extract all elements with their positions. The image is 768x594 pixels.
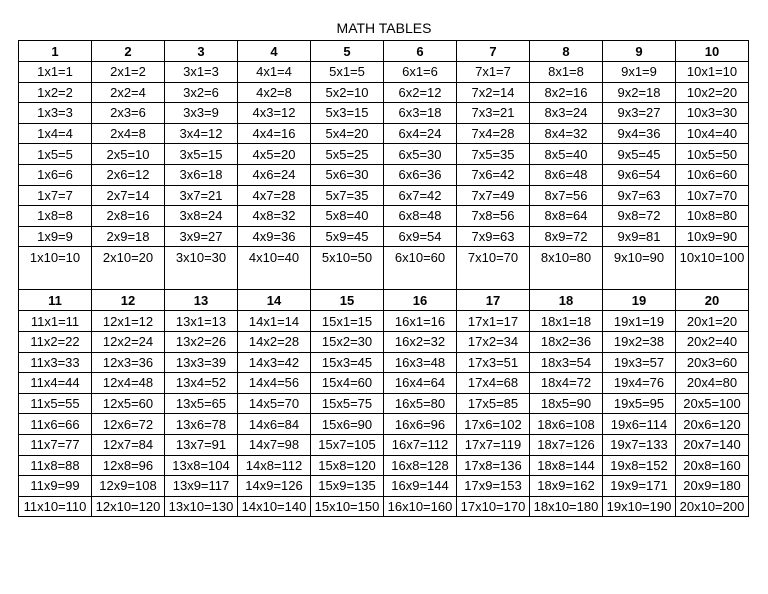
table-cell: 5x2=10 xyxy=(311,82,384,103)
table-row xyxy=(19,393,749,414)
table-cell: 18x2=36 xyxy=(530,331,603,352)
table-cell: 6x6=36 xyxy=(384,164,457,185)
page-title: MATH TABLES xyxy=(336,20,432,36)
table-cell: 19x4=76 xyxy=(603,373,676,394)
table-cell: 5x9=45 xyxy=(311,226,384,247)
table-cell: 6x2=12 xyxy=(384,82,457,103)
column-header: 6 xyxy=(384,41,457,62)
table-cell: 9x10=90 xyxy=(603,247,676,290)
table-cell: 6x5=30 xyxy=(384,144,457,165)
table-cell: 1x2=2 xyxy=(19,82,92,103)
table-cell: 2x7=14 xyxy=(92,185,165,206)
table-cell: 14x6=84 xyxy=(238,414,311,435)
table-cell: 14x3=42 xyxy=(238,352,311,373)
column-header: 16 xyxy=(384,290,457,311)
table-cell: 10x7=70 xyxy=(676,185,749,206)
table-cell: 16x6=96 xyxy=(384,414,457,435)
table-cell: 11x8=88 xyxy=(19,455,92,476)
column-header: 19 xyxy=(603,290,676,311)
table-cell: 13x7=91 xyxy=(165,434,238,455)
table-cell: 19x9=171 xyxy=(603,476,676,497)
table-cell: 8x10=80 xyxy=(530,247,603,290)
table-cell: 10x3=30 xyxy=(676,103,749,124)
table-cell: 18x6=108 xyxy=(530,414,603,435)
table-cell: 16x8=128 xyxy=(384,455,457,476)
table-cell: 8x2=16 xyxy=(530,82,603,103)
table-cell: 6x10=60 xyxy=(384,247,457,290)
table-row xyxy=(19,331,749,352)
table-cell: 12x6=72 xyxy=(92,414,165,435)
column-header: 8 xyxy=(530,41,603,62)
table-cell: 16x9=144 xyxy=(384,476,457,497)
table-cell: 10x5=50 xyxy=(676,144,749,165)
table-cell: 14x2=28 xyxy=(238,331,311,352)
table-cell: 2x9=18 xyxy=(92,226,165,247)
table-cell: 4x6=24 xyxy=(238,164,311,185)
table-cell: 10x10=100 xyxy=(676,247,749,290)
table-cell: 17x8=136 xyxy=(457,455,530,476)
table-cell: 5x1=5 xyxy=(311,62,384,83)
table-cell: 5x3=15 xyxy=(311,103,384,124)
table-cell: 2x4=8 xyxy=(92,123,165,144)
table-cell: 15x7=105 xyxy=(311,434,384,455)
table-cell: 14x7=98 xyxy=(238,434,311,455)
math-tables-grid xyxy=(18,40,749,517)
table-row xyxy=(19,434,749,455)
table-cell: 17x1=17 xyxy=(457,311,530,332)
table-cell: 12x1=12 xyxy=(92,311,165,332)
column-header: 14 xyxy=(238,290,311,311)
table-cell: 16x10=160 xyxy=(384,496,457,517)
header-row xyxy=(19,41,749,62)
table-cell: 20x8=160 xyxy=(676,455,749,476)
table-cell: 8x4=32 xyxy=(530,123,603,144)
column-header: 17 xyxy=(457,290,530,311)
table-row xyxy=(19,496,749,517)
table-cell: 3x10=30 xyxy=(165,247,238,290)
table-cell: 12x7=84 xyxy=(92,434,165,455)
table-cell: 14x5=70 xyxy=(238,393,311,414)
table-cell: 9x6=54 xyxy=(603,164,676,185)
table-cell: 1x6=6 xyxy=(19,164,92,185)
table-row xyxy=(19,82,749,103)
column-header: 5 xyxy=(311,41,384,62)
table-row xyxy=(19,311,749,332)
table-cell: 5x6=30 xyxy=(311,164,384,185)
table-cell: 1x7=7 xyxy=(19,185,92,206)
table-cell: 5x8=40 xyxy=(311,206,384,227)
table-cell: 9x7=63 xyxy=(603,185,676,206)
table-cell: 1x9=9 xyxy=(19,226,92,247)
table-cell: 11x1=11 xyxy=(19,311,92,332)
table-cell: 10x6=60 xyxy=(676,164,749,185)
table-cell: 1x4=4 xyxy=(19,123,92,144)
table-cell: 4x7=28 xyxy=(238,185,311,206)
table-cell: 13x1=13 xyxy=(165,311,238,332)
table-cell: 16x5=80 xyxy=(384,393,457,414)
table-cell: 3x5=15 xyxy=(165,144,238,165)
table-row xyxy=(19,247,749,290)
column-header: 20 xyxy=(676,290,749,311)
header-row xyxy=(19,290,749,311)
table-row xyxy=(19,206,749,227)
table-row xyxy=(19,414,749,435)
table-row xyxy=(19,373,749,394)
table-cell: 20x3=60 xyxy=(676,352,749,373)
table-cell: 15x8=120 xyxy=(311,455,384,476)
table-cell: 18x10=180 xyxy=(530,496,603,517)
table-cell: 1x3=3 xyxy=(19,103,92,124)
table-cell: 6x4=24 xyxy=(384,123,457,144)
table-cell: 15x3=45 xyxy=(311,352,384,373)
table-cell: 2x5=10 xyxy=(92,144,165,165)
table-cell: 20x6=120 xyxy=(676,414,749,435)
table-row xyxy=(19,144,749,165)
table-cell: 13x2=26 xyxy=(165,331,238,352)
table-cell: 15x4=60 xyxy=(311,373,384,394)
table-cell: 12x5=60 xyxy=(92,393,165,414)
table-cell: 16x4=64 xyxy=(384,373,457,394)
table-cell: 12x2=24 xyxy=(92,331,165,352)
table-cell: 7x2=14 xyxy=(457,82,530,103)
table-cell: 15x6=90 xyxy=(311,414,384,435)
table-cell: 13x10=130 xyxy=(165,496,238,517)
table-cell: 9x1=9 xyxy=(603,62,676,83)
table-cell: 14x1=14 xyxy=(238,311,311,332)
column-header: 1 xyxy=(19,41,92,62)
table-row xyxy=(19,164,749,185)
table-cell: 5x10=50 xyxy=(311,247,384,290)
column-header: 12 xyxy=(92,290,165,311)
table-cell: 12x10=120 xyxy=(92,496,165,517)
table-cell: 7x1=7 xyxy=(457,62,530,83)
table-cell: 11x2=22 xyxy=(19,331,92,352)
table-cell: 1x8=8 xyxy=(19,206,92,227)
table-cell: 13x5=65 xyxy=(165,393,238,414)
column-header: 10 xyxy=(676,41,749,62)
table-cell: 20x7=140 xyxy=(676,434,749,455)
table-row xyxy=(19,455,749,476)
table-cell: 10x9=90 xyxy=(676,226,749,247)
table-cell: 7x8=56 xyxy=(457,206,530,227)
table-cell: 4x1=4 xyxy=(238,62,311,83)
table-cell: 12x4=48 xyxy=(92,373,165,394)
table-cell: 6x1=6 xyxy=(384,62,457,83)
table-cell: 11x4=44 xyxy=(19,373,92,394)
table-cell: 10x1=10 xyxy=(676,62,749,83)
column-header: 18 xyxy=(530,290,603,311)
table-cell: 12x8=96 xyxy=(92,455,165,476)
table-cell: 7x10=70 xyxy=(457,247,530,290)
table-cell: 4x2=8 xyxy=(238,82,311,103)
column-header: 2 xyxy=(92,41,165,62)
table-cell: 13x6=78 xyxy=(165,414,238,435)
table-cell: 8x5=40 xyxy=(530,144,603,165)
table-cell: 19x7=133 xyxy=(603,434,676,455)
table-cell: 8x8=64 xyxy=(530,206,603,227)
table-cell: 13x9=117 xyxy=(165,476,238,497)
column-header: 7 xyxy=(457,41,530,62)
table-cell: 3x1=3 xyxy=(165,62,238,83)
table-cell: 9x3=27 xyxy=(603,103,676,124)
table-cell: 15x1=15 xyxy=(311,311,384,332)
table-cell: 7x7=49 xyxy=(457,185,530,206)
table-cell: 9x8=72 xyxy=(603,206,676,227)
table-cell: 4x3=12 xyxy=(238,103,311,124)
table-cell: 7x6=42 xyxy=(457,164,530,185)
table-cell: 18x4=72 xyxy=(530,373,603,394)
table-cell: 20x9=180 xyxy=(676,476,749,497)
table-cell: 3x8=24 xyxy=(165,206,238,227)
table-cell: 2x3=6 xyxy=(92,103,165,124)
table-cell: 14x9=126 xyxy=(238,476,311,497)
table-cell: 19x6=114 xyxy=(603,414,676,435)
table-cell: 19x10=190 xyxy=(603,496,676,517)
table-cell: 20x5=100 xyxy=(676,393,749,414)
table-row xyxy=(19,352,749,373)
table-cell: 7x4=28 xyxy=(457,123,530,144)
table-cell: 17x10=170 xyxy=(457,496,530,517)
column-header: 9 xyxy=(603,41,676,62)
table-cell: 2x6=12 xyxy=(92,164,165,185)
table-cell: 18x8=144 xyxy=(530,455,603,476)
table-cell: 16x3=48 xyxy=(384,352,457,373)
column-header: 3 xyxy=(165,41,238,62)
table-cell: 6x3=18 xyxy=(384,103,457,124)
table-cell: 8x9=72 xyxy=(530,226,603,247)
table-cell: 6x9=54 xyxy=(384,226,457,247)
table-cell: 10x2=20 xyxy=(676,82,749,103)
table-cell: 10x4=40 xyxy=(676,123,749,144)
table-cell: 19x8=152 xyxy=(603,455,676,476)
table-cell: 8x7=56 xyxy=(530,185,603,206)
table-cell: 9x4=36 xyxy=(603,123,676,144)
table-cell: 8x3=24 xyxy=(530,103,603,124)
table-cell: 17x3=51 xyxy=(457,352,530,373)
table-cell: 9x2=18 xyxy=(603,82,676,103)
table-cell: 4x10=40 xyxy=(238,247,311,290)
table-cell: 14x4=56 xyxy=(238,373,311,394)
table-cell: 5x7=35 xyxy=(311,185,384,206)
table-cell: 15x9=135 xyxy=(311,476,384,497)
table-cell: 3x7=21 xyxy=(165,185,238,206)
column-header: 15 xyxy=(311,290,384,311)
table-cell: 15x5=75 xyxy=(311,393,384,414)
table-cell: 11x3=33 xyxy=(19,352,92,373)
table-cell: 7x9=63 xyxy=(457,226,530,247)
table-cell: 17x9=153 xyxy=(457,476,530,497)
table-cell: 14x10=140 xyxy=(238,496,311,517)
table-cell: 3x2=6 xyxy=(165,82,238,103)
table-cell: 1x1=1 xyxy=(19,62,92,83)
table-cell: 19x1=19 xyxy=(603,311,676,332)
table-cell: 12x3=36 xyxy=(92,352,165,373)
table-cell: 2x1=2 xyxy=(92,62,165,83)
table-cell: 11x7=77 xyxy=(19,434,92,455)
table-cell: 15x10=150 xyxy=(311,496,384,517)
table-cell: 4x4=16 xyxy=(238,123,311,144)
column-header: 13 xyxy=(165,290,238,311)
table-cell: 20x1=20 xyxy=(676,311,749,332)
table-cell: 13x3=39 xyxy=(165,352,238,373)
table-cell: 17x5=85 xyxy=(457,393,530,414)
table-cell: 2x8=16 xyxy=(92,206,165,227)
table-cell: 19x2=38 xyxy=(603,331,676,352)
table-cell: 4x9=36 xyxy=(238,226,311,247)
table-cell: 18x1=18 xyxy=(530,311,603,332)
table-cell: 12x9=108 xyxy=(92,476,165,497)
table-cell: 20x10=200 xyxy=(676,496,749,517)
column-header: 11 xyxy=(19,290,92,311)
table-cell: 16x1=16 xyxy=(384,311,457,332)
table-cell: 3x6=18 xyxy=(165,164,238,185)
table-row xyxy=(19,123,749,144)
table-cell: 20x2=40 xyxy=(676,331,749,352)
table-cell: 8x1=8 xyxy=(530,62,603,83)
table-cell: 17x2=34 xyxy=(457,331,530,352)
table-cell: 16x7=112 xyxy=(384,434,457,455)
table-cell: 18x9=162 xyxy=(530,476,603,497)
table-cell: 17x6=102 xyxy=(457,414,530,435)
table-cell: 2x2=4 xyxy=(92,82,165,103)
table-cell: 5x5=25 xyxy=(311,144,384,165)
table-cell: 3x3=9 xyxy=(165,103,238,124)
table-cell: 4x8=32 xyxy=(238,206,311,227)
table-cell: 9x5=45 xyxy=(603,144,676,165)
table-row xyxy=(19,185,749,206)
table-cell: 5x4=20 xyxy=(311,123,384,144)
table-cell: 2x10=20 xyxy=(92,247,165,290)
table-cell: 8x6=48 xyxy=(530,164,603,185)
table-cell: 3x4=12 xyxy=(165,123,238,144)
table-cell: 15x2=30 xyxy=(311,331,384,352)
table-cell: 17x7=119 xyxy=(457,434,530,455)
table-cell: 20x4=80 xyxy=(676,373,749,394)
table-cell: 6x7=42 xyxy=(384,185,457,206)
table-cell: 3x9=27 xyxy=(165,226,238,247)
table-cell: 7x3=21 xyxy=(457,103,530,124)
table-cell: 17x4=68 xyxy=(457,373,530,394)
table-cell: 13x8=104 xyxy=(165,455,238,476)
table-row xyxy=(19,476,749,497)
table-cell: 11x5=55 xyxy=(19,393,92,414)
table-cell: 18x7=126 xyxy=(530,434,603,455)
table-cell: 19x5=95 xyxy=(603,393,676,414)
table-cell: 11x9=99 xyxy=(19,476,92,497)
column-header: 4 xyxy=(238,41,311,62)
table-row xyxy=(19,226,749,247)
table-cell: 10x8=80 xyxy=(676,206,749,227)
table-cell: 1x10=10 xyxy=(19,247,92,290)
table-cell: 1x5=5 xyxy=(19,144,92,165)
table-row xyxy=(19,62,749,83)
table-cell: 14x8=112 xyxy=(238,455,311,476)
table-cell: 6x8=48 xyxy=(384,206,457,227)
table-cell: 18x3=54 xyxy=(530,352,603,373)
table-cell: 19x3=57 xyxy=(603,352,676,373)
table-row xyxy=(19,103,749,124)
table-cell: 9x9=81 xyxy=(603,226,676,247)
table-cell: 13x4=52 xyxy=(165,373,238,394)
table-cell: 7x5=35 xyxy=(457,144,530,165)
table-cell: 16x2=32 xyxy=(384,331,457,352)
table-cell: 4x5=20 xyxy=(238,144,311,165)
table-cell: 11x6=66 xyxy=(19,414,92,435)
table-cell: 18x5=90 xyxy=(530,393,603,414)
table-cell: 11x10=110 xyxy=(19,496,92,517)
